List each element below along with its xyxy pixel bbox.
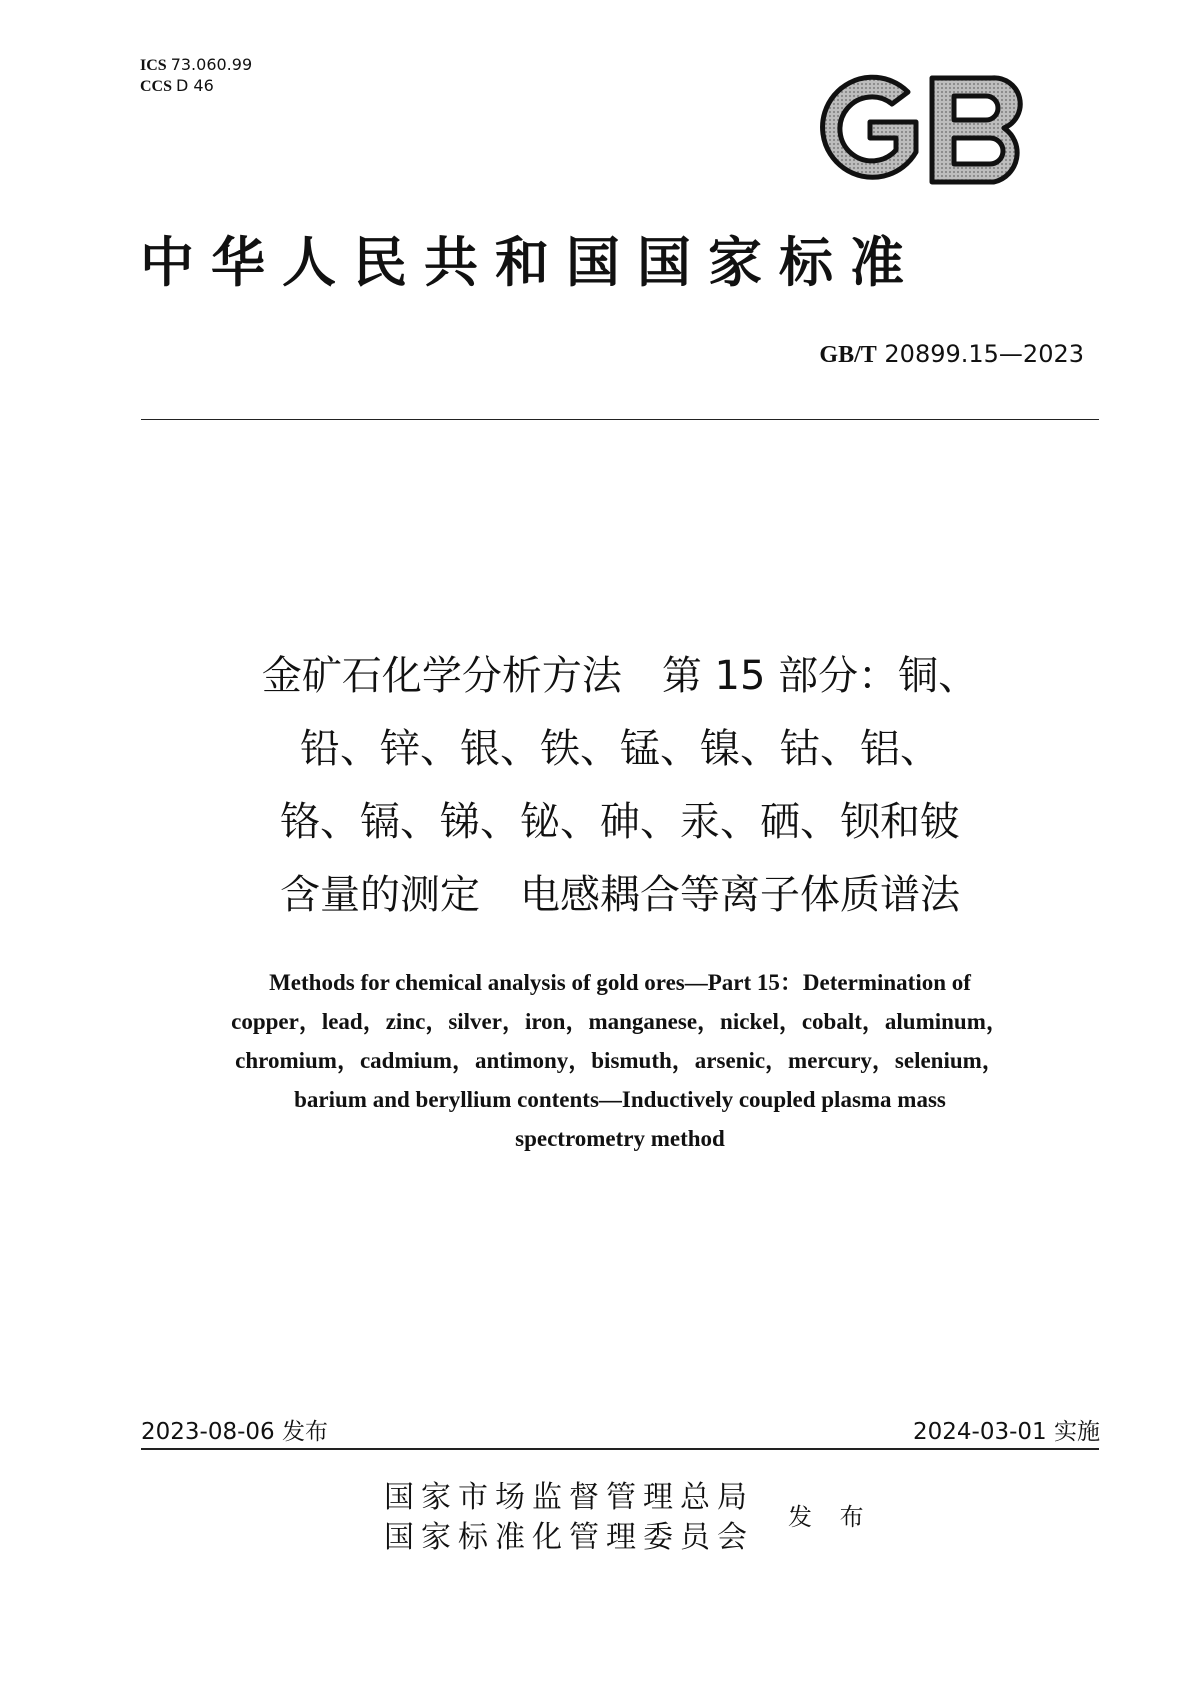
english-title-line: Methods for chemical analysis of gold ores—Part 15：Determination of — [269, 970, 971, 995]
standard-number — [819, 340, 1084, 369]
ics-value: 73.060.99 — [170, 55, 253, 74]
english-title-line: barium and beryllium contents—Inductively coupled plasma mass — [294, 1087, 946, 1112]
implementation-date: 2024-03-01 实施 — [913, 1419, 1100, 1445]
ccs-value: D 46 — [176, 76, 214, 95]
issuing-authorities — [384, 1478, 754, 1558]
issuer-name: 国家市场监督管理总局 — [384, 1481, 754, 1514]
issue-date: 2023-08-06 发布 — [141, 1419, 328, 1445]
gb-standard-logo-icon — [808, 70, 1042, 190]
english-title-line: spectrometry method — [515, 1126, 725, 1151]
standard-number-prefix: GB/T — [819, 342, 877, 368]
header-divider — [141, 419, 1099, 420]
footer-divider — [141, 1448, 1099, 1450]
chinese-title-line: 铬、镉、锑、铋、砷、汞、硒、钡和铍 — [280, 799, 960, 845]
ics-label: ICS — [140, 57, 167, 74]
chinese-title — [100, 640, 1140, 932]
english-title-line: chromium，cadmium，antimony，bismuth，arsenic，mercury，selenium， — [235, 1048, 1005, 1073]
ccs-code — [140, 76, 252, 97]
chinese-title-line: 铅、锌、银、铁、锰、镍、钴、铝、 — [300, 726, 940, 772]
issuer-name: 国家标准化管理委员会 — [384, 1521, 754, 1554]
chinese-title-line: 金矿石化学分析方法 第 15 部分：铜、 — [261, 653, 979, 699]
english-title-line: copper，lead，zinc，silver，iron，manganese，nickel，cobalt，aluminum， — [231, 1009, 1009, 1034]
classification-codes — [140, 55, 252, 97]
standard-number-value: 20899.15—2023 — [884, 340, 1084, 368]
english-title — [150, 963, 1090, 1158]
ics-code — [140, 55, 252, 76]
standard-type-title: 中华人民共和国国家标准 — [140, 233, 921, 293]
chinese-title-line: 含量的测定 电感耦合等离子体质谱法 — [280, 872, 960, 918]
publish-label: 发 布 — [788, 1503, 874, 1531]
ccs-label: CCS — [140, 78, 173, 95]
